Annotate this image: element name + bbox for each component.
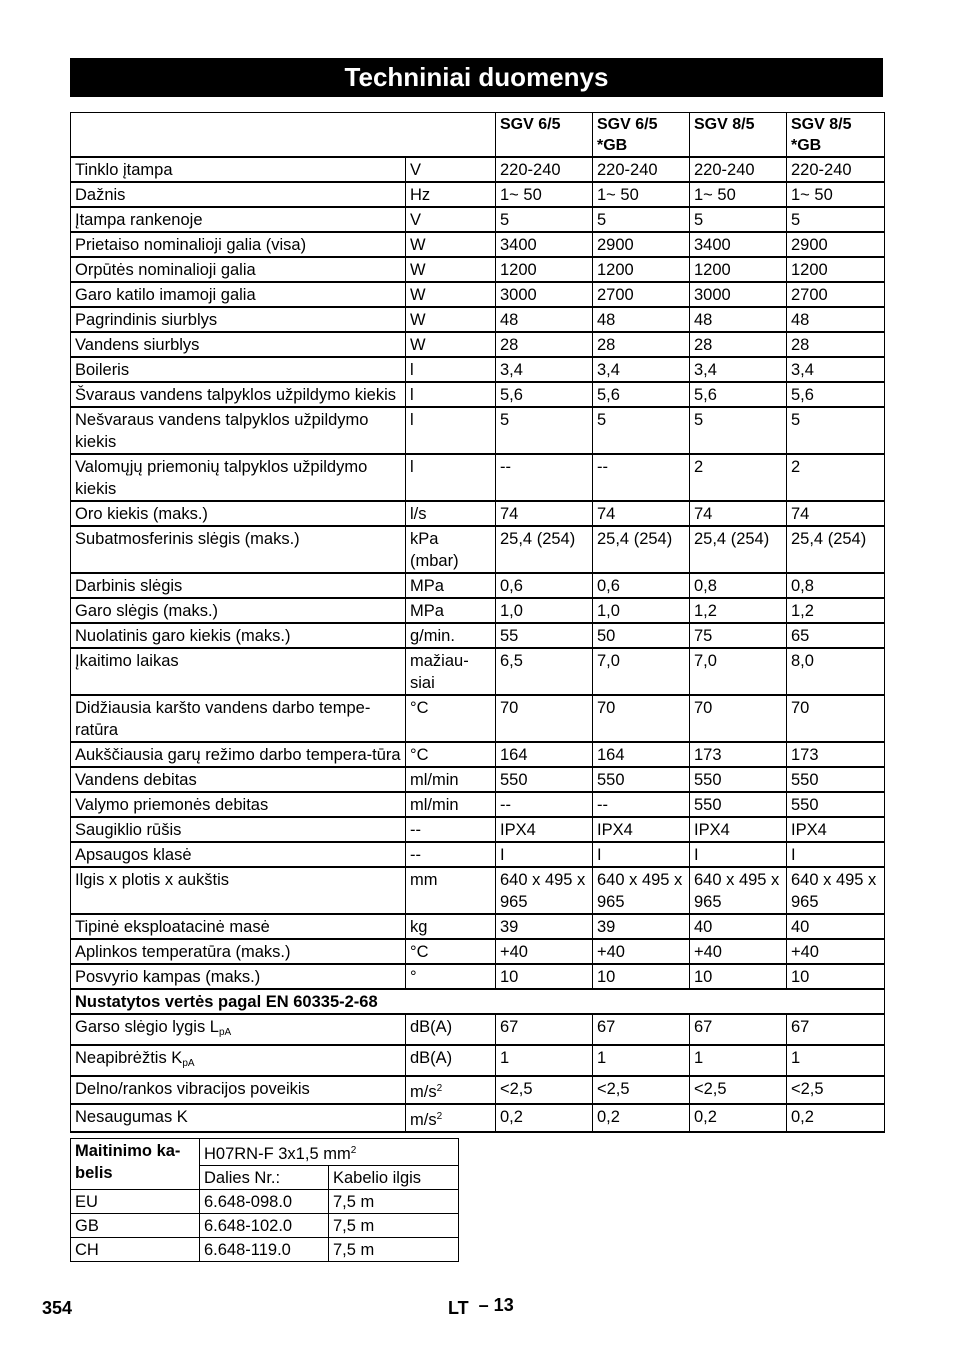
row-value: 48 [787,307,885,332]
row-unit: dB(A) [406,1045,496,1076]
row-label: Prietaiso nominalioji galia (visa) [71,232,406,257]
row-value: <2,5 [593,1076,690,1104]
table-row [71,332,885,357]
row-value: 5 [690,407,787,454]
row-value: 550 [787,767,885,792]
cable-type: H07RN-F 3x1,5 $mm^2$ [200,1139,459,1166]
row-unit: -- [406,842,496,867]
table-row [71,964,885,989]
row-value: 67 [690,1014,787,1045]
row-value: 0,6 [496,573,593,598]
row-value: 5 [787,407,885,454]
row-value: <2,5 [787,1076,885,1104]
row-unit: kg [406,914,496,939]
row-value: 550 [787,792,885,817]
row-value: 0,8 [787,573,885,598]
row-value: 1,2 [787,598,885,623]
row-value: 2900 [787,232,885,257]
row-value: 74 [787,501,885,526]
row-unit: W [406,307,496,332]
row-value: 48 [496,307,593,332]
table-row [71,257,885,282]
row-value: 67 [496,1014,593,1045]
row-value: 28 [593,332,690,357]
row-label: Boileris [71,357,406,382]
row-value: 5 [496,207,593,232]
row-value: 70 [787,695,885,742]
table-row [71,1045,885,1076]
technical-data-table [70,112,885,1133]
row-value: 1,2 [690,598,787,623]
row-value: 1~ 50 [496,182,593,207]
row-value: 0,8 [690,573,787,598]
cable-part: 6.648-102.0 [200,1214,329,1238]
row-label: Delno/rankos vibracijos poveikis [71,1076,406,1104]
row-value: 1 [787,1045,885,1076]
row-value: <2,5 [690,1076,787,1104]
row-label: Dažnis [71,182,406,207]
row-value: 2700 [787,282,885,307]
row-label: Tipinė eksploatacinė masė [71,914,406,939]
section-row [71,989,885,1014]
row-unit: ° [406,964,496,989]
row-value: 550 [690,792,787,817]
table-row [71,232,885,257]
row-value: 25,4 (254) [690,526,787,573]
model-header: SGV 6/5 [496,113,593,158]
row-value: 75 [690,623,787,648]
row-value: 28 [690,332,787,357]
row-value: 48 [690,307,787,332]
row-value: 5,6 [690,382,787,407]
row-value: 220-240 [787,157,885,182]
row-label: Didžiausia karšto vandens darbo tempe-ratūra [71,695,406,742]
row-value: 640 x 495 x 965 [690,867,787,914]
row-value: 1 [690,1045,787,1076]
row-value: 3000 [690,282,787,307]
row-value: 2700 [593,282,690,307]
row-value: 220-240 [690,157,787,182]
row-label: Ilgis x plotis x aukštis [71,867,406,914]
row-value: 6,5 [496,648,593,695]
row-label: Nešvaraus vandens talpyklos užpildymo kiekis [71,407,406,454]
row-value: 48 [593,307,690,332]
row-value: 70 [496,695,593,742]
table-row [71,1014,885,1045]
cable-country: EU [71,1190,200,1214]
row-unit: ml/min [406,792,496,817]
row-value: 1200 [787,257,885,282]
row-unit: $m/s^2$ [406,1076,496,1104]
model-header: SGV 8/5 *GB [787,113,885,158]
row-value: +40 [593,939,690,964]
row-value: 5,6 [593,382,690,407]
row-value: 1,0 [496,598,593,623]
row-label: Valymo priemonės debitas [71,792,406,817]
row-value: IPX4 [496,817,593,842]
row-value: 1200 [593,257,690,282]
cable-col-part: Dalies Nr.: [200,1166,329,1190]
row-unit: °C [406,695,496,742]
row-value: 640 x 495 x 965 [593,867,690,914]
row-unit: W [406,232,496,257]
table-row [71,742,885,767]
row-unit: mažiau-siai [406,648,496,695]
row-value: 220-240 [496,157,593,182]
row-value: 40 [787,914,885,939]
table-row [71,767,885,792]
row-value: 8,0 [787,648,885,695]
row-unit: MPa [406,573,496,598]
row-value: +40 [787,939,885,964]
row-unit: l [406,357,496,382]
row-value: 550 [593,767,690,792]
row-value: 5 [787,207,885,232]
row-unit: mm [406,867,496,914]
cable-heading: Maitinimo ka-belis [71,1139,200,1190]
table-row [71,939,885,964]
row-label: Posvyrio kampas (maks.) [71,964,406,989]
cable-table [70,1138,459,1262]
row-unit: V [406,207,496,232]
row-label: Nesaugumas K [71,1104,406,1132]
row-value: 640 x 495 x 965 [787,867,885,914]
table-row [71,573,885,598]
row-value: 1,0 [593,598,690,623]
row-unit: °C [406,939,496,964]
table-row [71,648,885,695]
table-row [71,501,885,526]
row-unit: -- [406,817,496,842]
table-row [71,182,885,207]
row-value: 28 [787,332,885,357]
table-row [71,1104,885,1132]
table-row [71,817,885,842]
row-value: I [690,842,787,867]
row-label: Vandens debitas [71,767,406,792]
row-value: 3000 [496,282,593,307]
row-value: 0,2 [690,1104,787,1132]
row-value: 3,4 [593,357,690,382]
table-row [71,598,885,623]
row-label: Garo slėgis (maks.) [71,598,406,623]
row-value: 25,4 (254) [496,526,593,573]
row-value: -- [593,792,690,817]
row-unit: kPa (mbar) [406,526,496,573]
row-label: Oro kiekis (maks.) [71,501,406,526]
row-value: 10 [593,964,690,989]
row-value: 10 [787,964,885,989]
row-value: 3400 [496,232,593,257]
row-label: Apsaugos klasė [71,842,406,867]
table-row [71,842,885,867]
row-unit: $m/s^2$ [406,1104,496,1132]
table-row [71,526,885,573]
page-language: LT – 13 [448,1295,514,1318]
row-value: 5,6 [787,382,885,407]
row-value: 173 [690,742,787,767]
table-row [71,454,885,501]
row-value: 74 [690,501,787,526]
table-row [71,382,885,407]
row-value: 3400 [690,232,787,257]
row-value: IPX4 [787,817,885,842]
row-value: I [593,842,690,867]
row-value: 3,4 [690,357,787,382]
row-value: 25,4 (254) [593,526,690,573]
row-value: 5,6 [496,382,593,407]
row-unit: V [406,157,496,182]
row-label: Garso slėgio lygis $L_{pA}$ [71,1014,406,1045]
row-label: Aplinkos temperatūra (maks.) [71,939,406,964]
row-label: Nuolatinis garo kiekis (maks.) [71,623,406,648]
table-row [71,623,885,648]
model-header: SGV 8/5 [690,113,787,158]
table-row [71,1076,885,1104]
table-row [71,407,885,454]
row-value: +40 [690,939,787,964]
row-value: 0,2 [496,1104,593,1132]
row-value: 5 [496,407,593,454]
table-row [71,867,885,914]
table-row [71,307,885,332]
row-value: 39 [496,914,593,939]
cable-country: GB [71,1214,200,1238]
page-number: 354 [42,1298,73,1318]
cable-part: 6.648-098.0 [200,1190,329,1214]
row-value: 40 [690,914,787,939]
row-value: 10 [496,964,593,989]
row-label: Orpūtės nominalioji galia [71,257,406,282]
row-label: Pagrindinis siurblys [71,307,406,332]
row-value: 5 [690,207,787,232]
row-value: 7,0 [690,648,787,695]
row-label: Subatmosferinis slėgis (maks.) [71,526,406,573]
cable-length: 7,5 m [329,1214,459,1238]
row-unit: W [406,332,496,357]
table-row [71,1238,459,1262]
row-value: 640 x 495 x 965 [496,867,593,914]
row-value: 7,0 [593,648,690,695]
row-unit: l [406,407,496,454]
row-value: 28 [496,332,593,357]
row-value: 1 [496,1045,593,1076]
row-value: I [787,842,885,867]
row-value: 550 [690,767,787,792]
header-row [71,113,885,158]
row-value: 3,4 [787,357,885,382]
row-unit: ml/min [406,767,496,792]
row-unit: l [406,382,496,407]
table-row [71,1214,459,1238]
row-unit: °C [406,742,496,767]
row-value: -- [496,792,593,817]
row-label: Įtampa rankenoje [71,207,406,232]
row-value: 5 [593,407,690,454]
row-label: Garo katilo imamoji galia [71,282,406,307]
table-row [71,357,885,382]
row-value: 10 [690,964,787,989]
row-value: 67 [593,1014,690,1045]
row-value: 2 [690,454,787,501]
row-value: 50 [593,623,690,648]
row-label: Vandens siurblys [71,332,406,357]
row-value: 164 [496,742,593,767]
row-unit: MPa [406,598,496,623]
row-value: 2 [787,454,885,501]
table-row [71,207,885,232]
row-value: 39 [593,914,690,939]
row-value: 0,6 [593,573,690,598]
row-unit: W [406,282,496,307]
row-value: 70 [690,695,787,742]
row-unit: dB(A) [406,1014,496,1045]
row-value: 25,4 (254) [787,526,885,573]
row-value: 1200 [690,257,787,282]
row-value: 5 [593,207,690,232]
row-value: 173 [787,742,885,767]
row-value: 1~ 50 [787,182,885,207]
row-value: 67 [787,1014,885,1045]
row-label: Švaraus vandens talpyklos užpildymo kiekis [71,382,406,407]
row-value: 1~ 50 [593,182,690,207]
page-title: Techniniai duomenys [70,58,883,97]
row-value: <2,5 [496,1076,593,1104]
row-value: 55 [496,623,593,648]
row-unit: g/min. [406,623,496,648]
table-row [71,695,885,742]
table-row [71,157,885,182]
header-blank [71,113,496,158]
row-value: 1200 [496,257,593,282]
table-row [71,1190,459,1214]
row-label: Valomųjų priemonių talpyklos užpildymo kiekis [71,454,406,501]
table-row [71,282,885,307]
row-unit: l [406,454,496,501]
row-label: Neapibrėžtis $K_{pA}$ [71,1045,406,1076]
row-value: I [496,842,593,867]
row-value: 74 [593,501,690,526]
row-value: -- [496,454,593,501]
row-value: IPX4 [690,817,787,842]
row-label: Tinklo įtampa [71,157,406,182]
row-value: 164 [593,742,690,767]
model-header: SGV 6/5 *GB [593,113,690,158]
row-label: Aukščiausia garų režimo darbo tempera-tūra [71,742,406,767]
row-value: 65 [787,623,885,648]
row-value: 2900 [593,232,690,257]
row-value: 70 [593,695,690,742]
row-value: 0,2 [787,1104,885,1132]
row-label: Įkaitimo laikas [71,648,406,695]
row-value: 550 [496,767,593,792]
row-value: 0,2 [593,1104,690,1132]
row-label: Saugiklio rūšis [71,817,406,842]
cable-length: 7,5 m [329,1238,459,1262]
section-heading: Nustatytos vertės pagal EN 60335-2-68 [71,989,885,1014]
cable-part: 6.648-119.0 [200,1238,329,1262]
row-value: -- [593,454,690,501]
cable-col-length: Kabelio ilgis [329,1166,459,1190]
row-value: IPX4 [593,817,690,842]
table-row [71,792,885,817]
row-label: Darbinis slėgis [71,573,406,598]
row-unit: W [406,257,496,282]
row-value: 3,4 [496,357,593,382]
row-unit: Hz [406,182,496,207]
row-value: 1~ 50 [690,182,787,207]
cable-length: 7,5 m [329,1190,459,1214]
row-value: 220-240 [593,157,690,182]
table-row [71,914,885,939]
row-value: +40 [496,939,593,964]
row-value: 1 [593,1045,690,1076]
row-unit: l/s [406,501,496,526]
cable-country: CH [71,1238,200,1262]
row-value: 74 [496,501,593,526]
